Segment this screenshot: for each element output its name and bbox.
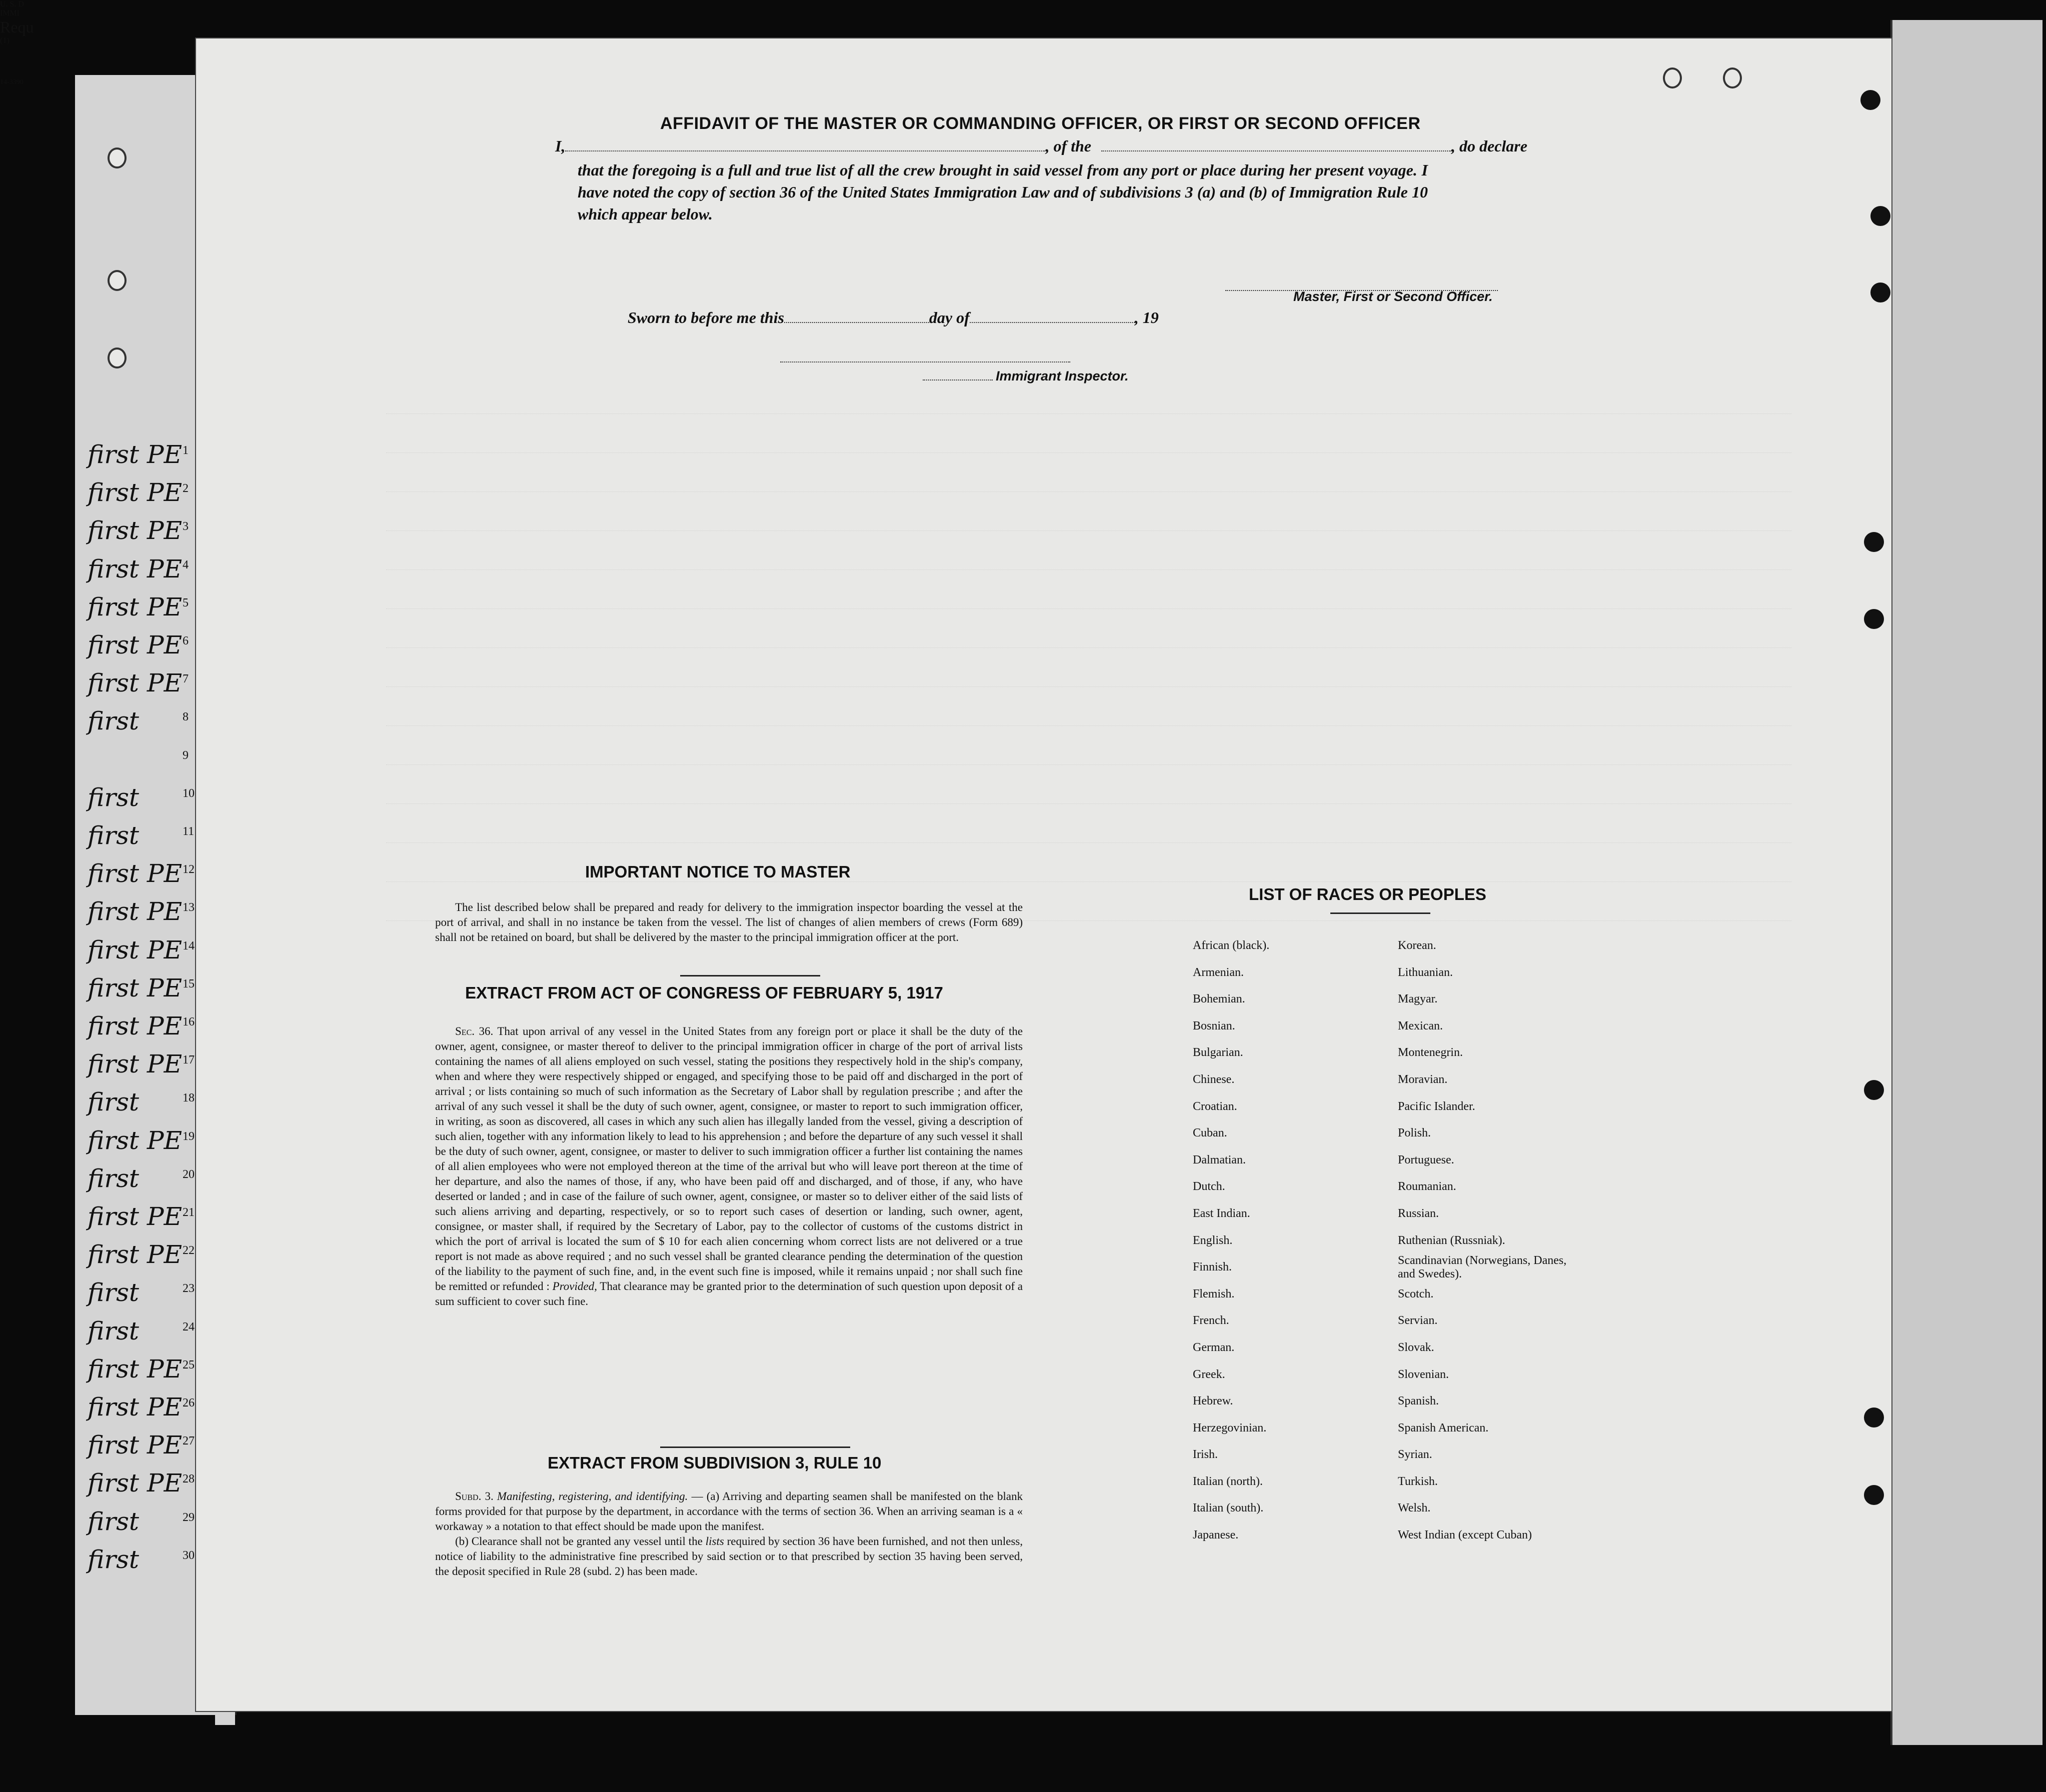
handwritten-mark: first PE	[88, 1354, 183, 1384]
sworn-start: Sworn to before me this	[628, 308, 784, 326]
row-number: 14	[183, 939, 195, 952]
show-through-line	[386, 788, 1791, 804]
race-item: Moravian.	[1398, 1072, 1448, 1086]
punch-hole	[1864, 609, 1884, 629]
manifest-row	[88, 1050, 208, 1084]
divider-rule	[1330, 912, 1430, 914]
race-item: African (black).	[1193, 939, 1270, 952]
extract-act-body: Sec. 36. That upon arrival of any vessel in the United States from any foreign port or place it shall be the duty of the owner, agent, consignee, or master thereof to deliver to the principal immigration officer in charge of the port of arrival lists containing the names of all aliens employed on such vessel, stating the positions they respectively hold in the ship's company, when and where they were respectively shipped or engaged, and specifying those to be paid off and discharged in the port of arrival ; or lists containing so much of such information as the Secretary of Labor shall by regulation prescribe ; and after the arrival of any such vessel it shall be the duty of such owner, agent, consignee, or master to report to such immigration officer, in writing, as soon as discovered, all cases in which any such alien has illegally landed from the vessel, giving a description of such alien, together with any information likely to lead to his apprehension ; and before the departure of any such vessel it shall be the duty of such owner, agent, consignee, or master to deliver to such immigration officer a further list containing the names of all alien employees who were not employed thereon at the time of the arrival but who will leave port thereon at the time of her departure, and also the names of those, if any, who have been paid off and discharged, and of those, if any, who have deserted or landed ; and in case of the failure of such owner, agent, consignee, or master so to deliver either of the said lists of such aliens arriving and departing, respectively, or so to report such cases of desertion or landing, such owner, agent, consignee, or master shall, if required by the Secretary of Labor, pay to the collector of customs of the customs district in which the port of arrival is located the sum of $ 10 for each alien concerning whom correct lists are not delivered or a true report is not made as above required ; and no such vessel shall be granted clearance pending the determination of the question of the liability to the payment of such fine, and, in the event such fine is imposed, while it remains unpaid ; nor shall such fine be remitted or refunded : Provided, That clearance may be granted prior to the determination of such question upon deposit of a sum sufficient to cover such fine.	[435, 1025, 1023, 1308]
month-blank	[970, 313, 1135, 323]
race-item: Welsh.	[1398, 1502, 1431, 1515]
show-through-line	[386, 438, 1791, 453]
manifest-row	[88, 1430, 208, 1466]
under-column-number: (1)	[0, 36, 10, 45]
race-item: Lithuanian.	[1398, 966, 1453, 979]
handwritten-mark: first	[88, 1164, 140, 1193]
handwritten-mark: first PE	[88, 668, 183, 698]
affidavit-title: AFFIDAVIT OF THE MASTER OR COMMANDING OFFICER, OR FIRST OR SECOND OFFICER	[660, 114, 1421, 133]
under-header-line-2: IMMI	[0, 9, 20, 18]
row-number: 22	[183, 1244, 195, 1258]
punch-hole	[1860, 90, 1880, 110]
handwritten-mark: first PE	[88, 478, 183, 508]
race-item: German.	[1193, 1340, 1235, 1354]
affidavit-i: I,	[555, 137, 566, 155]
handwritten-mark: first PE	[88, 1468, 183, 1498]
extract-rule-body: Subd. 3. Manifesting, registering, and identifying. — (a) Arriving and departing seamen shall be manifested on the blank forms provided for that purpose by the department, in accordance with the terms of section 36. When an arriving seaman is a « workaway » a notation to that effect should be made upon the manifest. (b) Clearance shall not be granted any vessel until the lists required by section 36 have been furnished, and not then unless, notice of liability to the administrative fine prescribed by said section or to that prescribed by section 35 having been served, the deposit specified in Rule 28 (subd. 2) has been made.	[435, 1490, 1023, 1578]
show-through-line	[386, 828, 1791, 843]
race-item: Chinese.	[1193, 1072, 1235, 1086]
handwritten-mark: first	[88, 1278, 140, 1308]
row-number: 25	[183, 1358, 195, 1372]
row-number: 15	[183, 977, 195, 990]
manifest-row	[88, 554, 208, 590]
show-through-line	[386, 632, 1791, 648]
inspector-signature-line	[780, 352, 1070, 362]
race-item: Dalmatian.	[1193, 1153, 1246, 1166]
punch-hole	[1864, 1080, 1884, 1100]
race-item: Servian.	[1398, 1314, 1438, 1328]
race-item: Scandinavian (Norwegians, Danes, and Swedes).	[1398, 1254, 1567, 1280]
sworn-year: , 19	[1134, 308, 1159, 326]
row-number: 19	[183, 1130, 195, 1143]
punch-hole	[1723, 68, 1742, 88]
race-item: Armenian.	[1193, 966, 1244, 979]
race-item: Spanish American.	[1398, 1421, 1489, 1434]
race-item: Scotch.	[1398, 1287, 1434, 1300]
extract-act-title: EXTRACT FROM ACT OF CONGRESS OF FEBRUARY 5, 1917	[465, 984, 943, 1002]
signature-label: Master, First or Second Officer.	[1293, 289, 1493, 304]
row-number: 7	[183, 672, 189, 686]
handwritten-mark: first PE	[88, 1050, 183, 1079]
handwritten-mark: first PE	[88, 859, 183, 888]
manifest-row	[88, 1507, 208, 1542]
row-number: 18	[183, 1092, 195, 1105]
handwritten-mark: first PE	[88, 1392, 183, 1422]
row-number: 26	[183, 1396, 195, 1410]
race-item: Greek.	[1193, 1368, 1225, 1381]
manifest-row	[88, 1316, 208, 1352]
race-item: Russian.	[1398, 1206, 1439, 1220]
row-number: 17	[183, 1054, 195, 1067]
race-item: Pacific Islander.	[1398, 1100, 1475, 1113]
show-through-line	[386, 672, 1791, 687]
punch-hole	[1870, 206, 1890, 226]
handwritten-mark: first PE	[88, 516, 183, 546]
manifest-row	[88, 936, 208, 970]
handwritten-mark: first	[88, 1506, 140, 1536]
row-number: 24	[183, 1320, 195, 1334]
name-blank	[565, 142, 1045, 152]
show-through-line	[386, 594, 1791, 609]
right-sheet-edge	[1890, 20, 2042, 1745]
race-item: Slovenian.	[1398, 1368, 1449, 1381]
race-item: Italian (north).	[1193, 1474, 1263, 1488]
under-footer-code: 14-3390	[0, 78, 24, 86]
punch-hole	[1864, 532, 1884, 552]
inspector-line	[923, 368, 1129, 384]
handwritten-mark: first PE	[88, 897, 183, 926]
race-item: Spanish.	[1398, 1394, 1439, 1408]
row-number: 10	[183, 786, 195, 800]
manifest-row	[88, 1202, 208, 1237]
notice-title: IMPORTANT NOTICE TO MASTER	[585, 862, 851, 881]
row-number: 23	[183, 1282, 195, 1296]
day-blank	[784, 313, 929, 323]
manifest-row	[88, 1012, 208, 1046]
race-item: Roumanian.	[1398, 1180, 1456, 1194]
row-number: 16	[183, 1016, 195, 1028]
row-number: 13	[183, 901, 195, 914]
manifest-row	[88, 1392, 208, 1428]
race-item: Croatian.	[1193, 1100, 1237, 1113]
manifest-row	[88, 668, 208, 704]
row-number: 12	[183, 863, 195, 876]
sworn-day: day of	[929, 308, 970, 326]
affidavit-text	[395, 135, 1595, 225]
affidavit-body: that the foregoing is a full and true list of all the crew brought in said vessel from any port or place during her present voyage. I have noted the copy of section 36 of the United States Immigration Law and of subdivisions 3 (a) and (b) of Immigration Rule 10 which appear below.	[578, 161, 1428, 223]
handwritten-mark: first PE	[88, 935, 183, 964]
handwritten-mark: first PE	[88, 554, 183, 584]
manifest-row	[88, 1278, 208, 1313]
punch-hole	[108, 270, 127, 291]
row-number: 2	[183, 482, 189, 496]
race-item: West Indian (except Cuban)	[1398, 1528, 1532, 1542]
show-through-line	[386, 710, 1791, 726]
handwritten-mark: first PE	[88, 630, 183, 660]
manifest-row	[88, 1240, 208, 1275]
show-through-line	[386, 750, 1791, 765]
row-number: 28	[183, 1472, 195, 1486]
manifest-row	[88, 1126, 208, 1161]
row-number: 3	[183, 520, 189, 534]
punch-hole	[108, 348, 127, 368]
under-header-line-3: Requ	[0, 18, 34, 36]
race-item: English.	[1193, 1234, 1233, 1247]
handwritten-mark: first	[88, 821, 140, 850]
manifest-row	[88, 592, 208, 628]
handwritten-mark: first	[88, 1316, 140, 1346]
races-left-column	[1193, 932, 1269, 1549]
under-header-line-1: U. S. D	[0, 0, 25, 8]
row-number: 8	[183, 710, 189, 724]
handwritten-mark: first	[88, 1544, 140, 1574]
affidavit-of-the: , of the	[1045, 137, 1091, 155]
race-item: Montenegrin.	[1398, 1046, 1463, 1060]
row-number: 1	[183, 444, 189, 457]
row-number: 20	[183, 1168, 195, 1181]
race-item: Magyar.	[1398, 992, 1438, 1006]
race-item: Portuguese.	[1398, 1153, 1454, 1166]
race-item: Slovak.	[1398, 1340, 1434, 1354]
race-item: Herzegovinian.	[1193, 1421, 1267, 1434]
manifest-row	[88, 478, 208, 513]
manifest-row	[88, 706, 208, 742]
affidavit-sheet	[195, 38, 1892, 1712]
manifest-row	[88, 745, 208, 780]
handwritten-mark: first PE	[88, 1430, 183, 1460]
handwritten-mark: first PE	[88, 1126, 183, 1155]
row-number: 5	[183, 596, 189, 610]
handwritten-mark: first	[88, 782, 140, 812]
punch-hole	[108, 148, 127, 168]
race-item: Korean.	[1398, 939, 1436, 952]
punch-hole	[1864, 1485, 1884, 1505]
race-item: Bulgarian.	[1193, 1046, 1243, 1060]
row-number: 6	[183, 634, 189, 648]
manifest-row	[88, 1354, 208, 1390]
inspector-label: Immigrant Inspector.	[996, 368, 1129, 384]
race-item: Ruthenian (Russniak).	[1398, 1234, 1505, 1247]
manifest-row	[88, 974, 208, 1008]
row-number: 30	[183, 1548, 195, 1562]
handwritten-mark: first PE	[88, 440, 183, 469]
show-through-line	[386, 476, 1791, 492]
handwritten-mark: first PE	[88, 973, 183, 1002]
row-number: 4	[183, 558, 189, 572]
handwritten-mark: first	[88, 1088, 140, 1117]
inspector-leader	[923, 370, 993, 380]
sworn-line	[628, 308, 1159, 327]
manifest-row	[88, 1164, 208, 1199]
race-item: Syrian.	[1398, 1448, 1432, 1462]
divider-rule	[680, 975, 820, 976]
handwritten-mark: first PE	[88, 1012, 183, 1040]
race-item: Dutch.	[1193, 1180, 1225, 1194]
race-item: Bosnian.	[1193, 1019, 1235, 1032]
handwritten-mark: first PE	[88, 1202, 183, 1231]
race-item: Turkish.	[1398, 1474, 1438, 1488]
row-number: 9	[183, 748, 189, 762]
divider-rule	[660, 1446, 850, 1448]
race-item: Hebrew.	[1193, 1394, 1233, 1408]
race-item: East Indian.	[1193, 1206, 1250, 1220]
race-item: Irish.	[1193, 1448, 1218, 1462]
manifest-row	[88, 630, 208, 666]
manifest-row	[88, 783, 208, 818]
manifest-row	[88, 821, 208, 856]
show-through-line	[386, 398, 1791, 414]
race-item: Flemish.	[1193, 1287, 1235, 1300]
manifest-row	[88, 897, 208, 932]
manifest-row	[88, 859, 208, 894]
affidavit-do-declare: , do declare	[1451, 137, 1527, 155]
extract-rule-title: EXTRACT FROM SUBDIVISION 3, RULE 10	[548, 1454, 882, 1472]
row-number: 21	[183, 1206, 195, 1219]
vessel-blank	[1101, 142, 1451, 152]
race-item: Mexican.	[1398, 1019, 1443, 1032]
row-number: 11	[183, 825, 195, 838]
handwritten-mark: first PE	[88, 1240, 183, 1270]
handwritten-mark: first PE	[88, 592, 183, 622]
row-number: 29	[183, 1510, 195, 1524]
show-through-line	[386, 554, 1791, 570]
race-item: Finnish.	[1193, 1260, 1232, 1274]
punch-hole	[1864, 1408, 1884, 1428]
race-item: French.	[1193, 1314, 1229, 1328]
races-right-column	[1398, 932, 1578, 1549]
race-item: Italian (south).	[1193, 1502, 1264, 1515]
punch-hole	[1870, 282, 1890, 302]
row-number: 27	[183, 1434, 195, 1448]
manifest-row	[88, 1545, 208, 1580]
handwritten-mark: first	[88, 706, 140, 736]
manifest-row	[88, 1468, 208, 1504]
race-item: Bohemian.	[1193, 992, 1245, 1006]
punch-hole	[1663, 68, 1682, 88]
manifest-row	[88, 1088, 208, 1122]
notice-body: The list described below shall be prepared and ready for delivery to the immigration inspector boarding the vessel at the port of arrival, and shall in no instance be taken from the vessel. The list of changes of alien members of crews (Form 689) shall not be retained on board, but shall be delivered by the master to the principal immigration officer at the port.	[435, 901, 1023, 944]
race-item: Japanese.	[1193, 1528, 1239, 1542]
manifest-row	[88, 440, 208, 475]
race-item: Polish.	[1398, 1126, 1431, 1140]
race-item: Cuban.	[1193, 1126, 1227, 1140]
manifest-row	[88, 516, 208, 551]
races-title: LIST OF RACES OR PEOPLES	[1249, 885, 1486, 904]
show-through-line	[386, 516, 1791, 531]
